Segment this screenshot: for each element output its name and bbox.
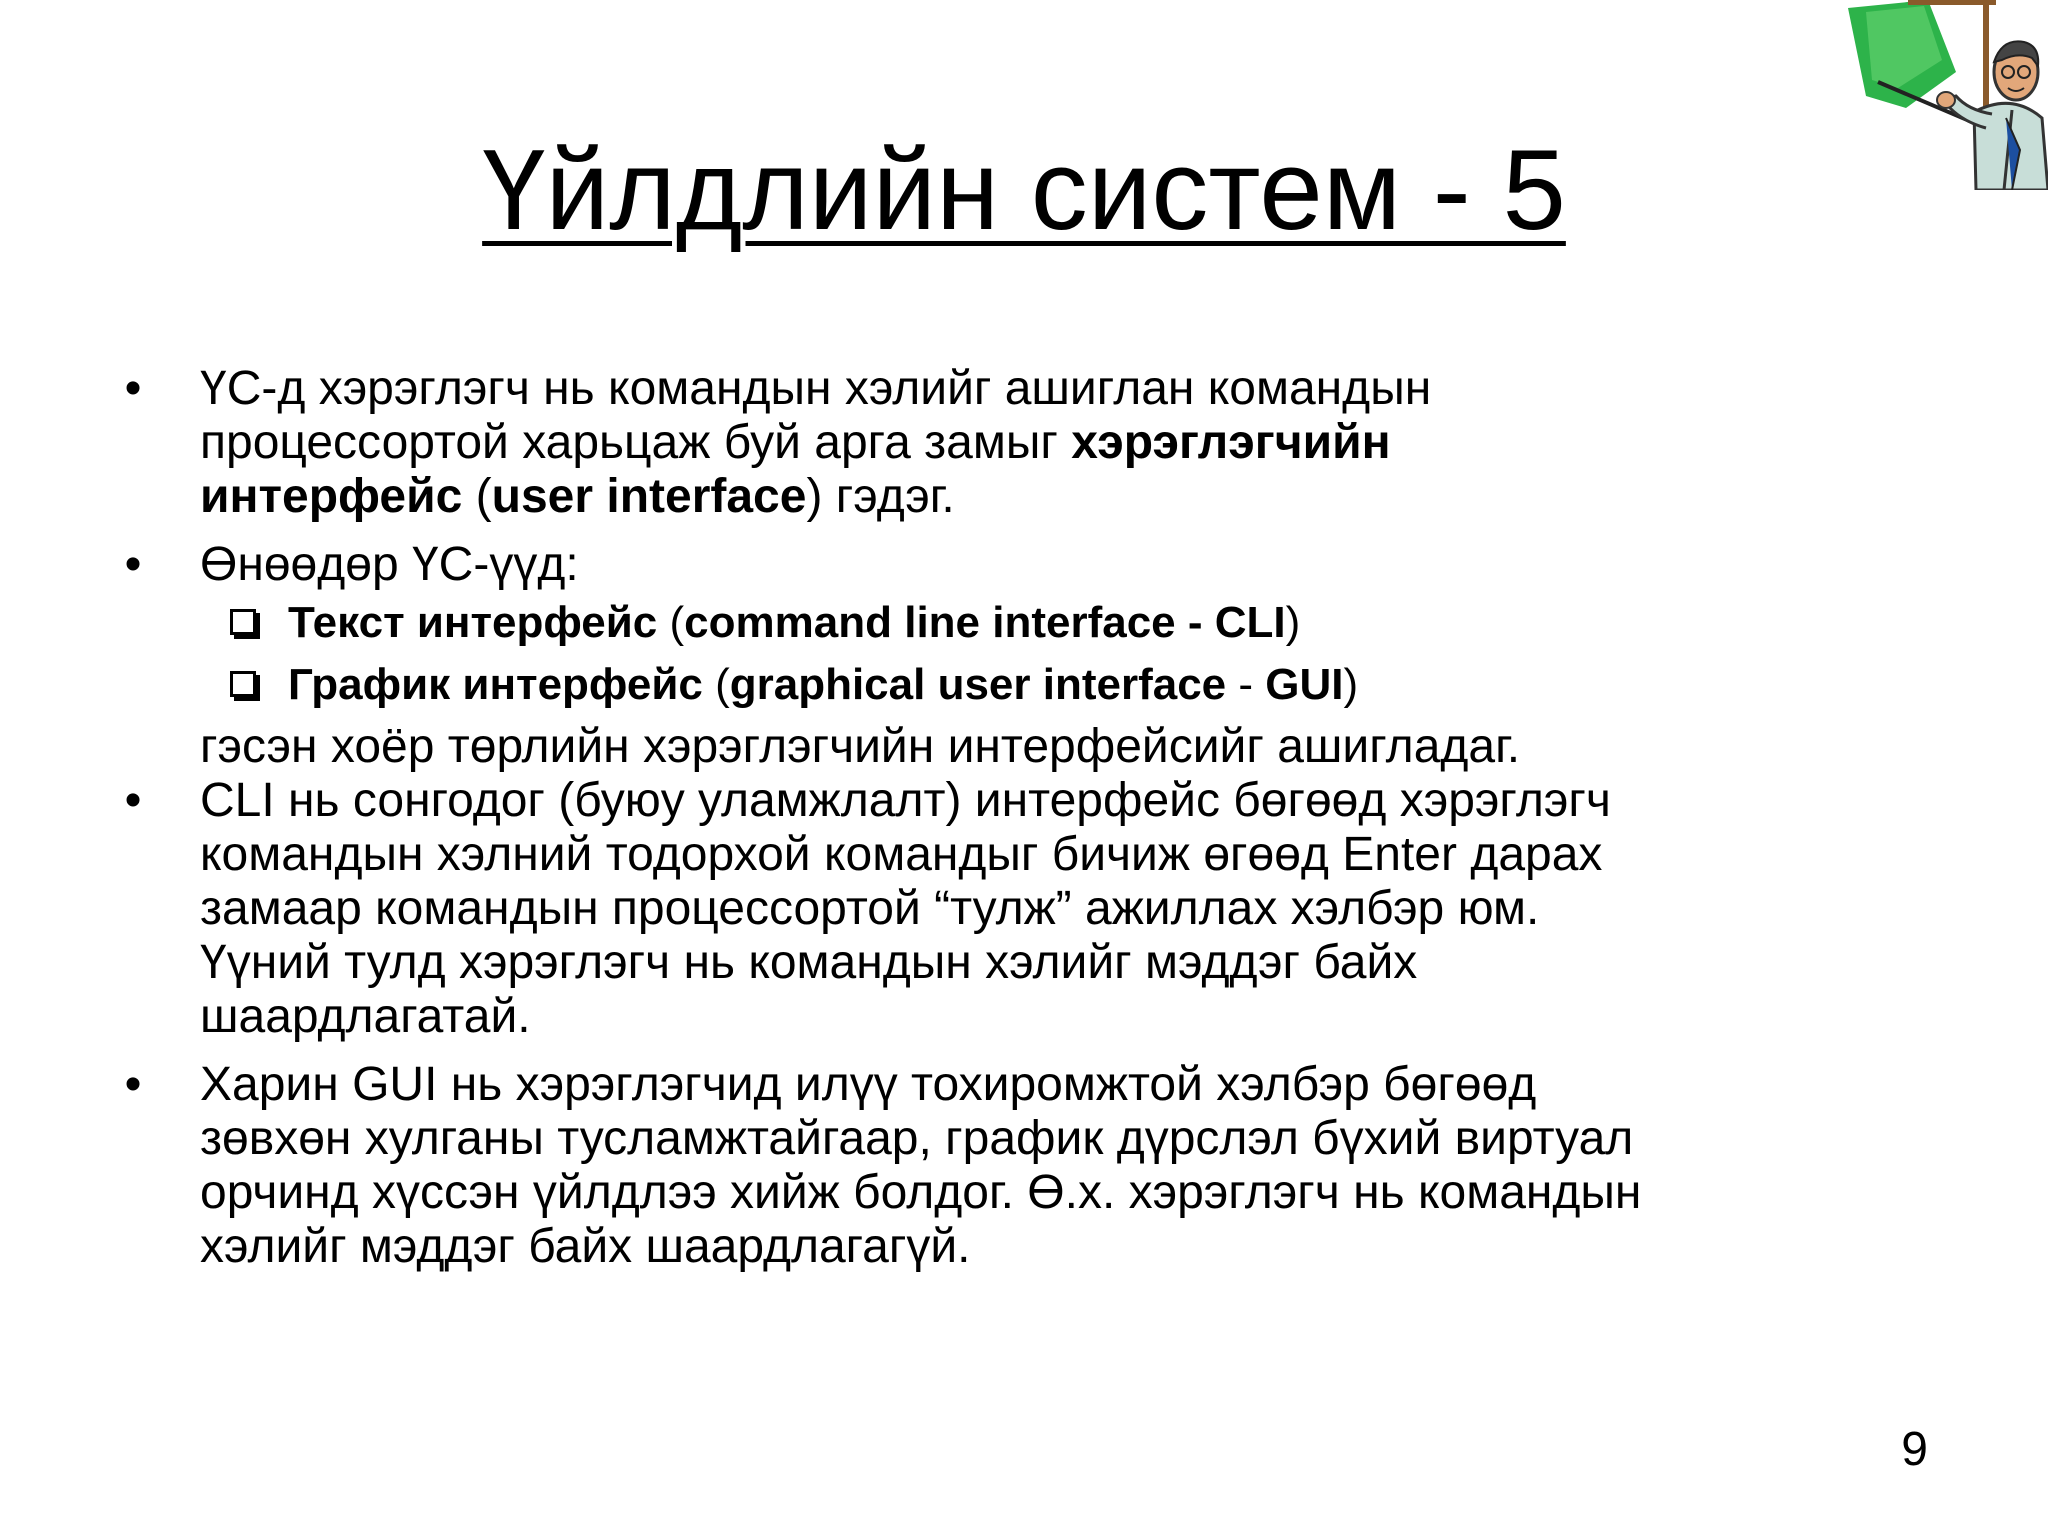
checkbox-square-icon [230, 609, 256, 635]
bullet-line [200, 362, 1958, 416]
text-run: ( [657, 598, 685, 647]
bullet-line [200, 1058, 1958, 1112]
bold-text-run: GUI [1265, 660, 1344, 709]
bullet-dot-icon: • [124, 362, 142, 415]
slide-title [0, 126, 2048, 256]
text-run: ) [1285, 598, 1301, 647]
bold-text-run: хэрэглэгчийн [1071, 416, 1391, 469]
text-run: ) [1343, 660, 1359, 709]
bullet-line [200, 1220, 1958, 1274]
bold-text-run: command line interface - CLI [684, 598, 1286, 647]
continuation-text: гэсэн хоёр төрлийн хэрэглэгчийн интерфейсийг ашигладаг. [200, 720, 1521, 773]
text-run: Өнөөдөр ҮС-үүд: [200, 538, 579, 591]
text-run: процессортой харьцаж буй арга замыг [200, 416, 1072, 469]
page-number: 9 [1901, 1423, 1928, 1476]
bullet-dot-icon: • [124, 774, 142, 827]
bullet-line [200, 990, 1958, 1044]
text-run: ( [702, 660, 730, 709]
text-run: Харин GUI нь хэрэглэгчид илүү тохиромжтой хэлбэр бөгөөд [200, 1058, 1537, 1111]
bullet-item [118, 362, 1958, 524]
text-run: ҮС-д хэрэглэгч нь командын хэлийг ашиглан командын [200, 362, 1432, 415]
text-run: - [1226, 660, 1266, 709]
bullet-item [118, 538, 1958, 592]
bullet-dot-icon: • [124, 1058, 142, 1111]
sub-bullet-item [118, 654, 1958, 716]
bold-text-run: График интерфейс [288, 660, 703, 709]
bullet-line [200, 828, 1958, 882]
text-run: шаардлагатай. [200, 990, 531, 1043]
bold-text-run: Текст интерфейс [288, 598, 658, 647]
text-run: хэлийг мэддэг байх шаардлагагүй. [200, 1220, 971, 1273]
bullet-line [200, 936, 1958, 990]
bullet-dot-icon: • [124, 538, 142, 591]
slide-title-text: Үйлдлийн систем - 5 [482, 127, 1566, 254]
bullet-item [118, 1058, 1958, 1274]
text-run: ) гэдэг. [806, 470, 955, 523]
text-run: зөвхөн хулганы тусламжтайгаар, график дүрслэл бүхий виртуал [200, 1112, 1634, 1165]
bullet-line [200, 538, 1958, 592]
teacher-clipart-icon [1836, 0, 2048, 190]
bold-text-run: user interface [491, 470, 807, 523]
text-run: командын хэлний тодорхой командыг бичиж өгөөд Enter дарах [200, 828, 1603, 881]
slide-content [118, 362, 1958, 1274]
checkbox-square-icon [230, 671, 256, 697]
bold-text-run: интерфейс [200, 470, 463, 523]
bullet-line [200, 774, 1958, 828]
bullet-line [200, 1112, 1958, 1166]
text-run: CLI нь сонгодог (буюу уламжлалт) интерфейс бөгөөд хэрэглэгч [200, 774, 1611, 827]
text-run: Үүний тулд хэрэглэгч нь командын хэлийг мэддэг байх [200, 936, 1418, 989]
bold-text-run: graphical user interface [729, 660, 1227, 709]
text-run: орчинд хүссэн үйлдлээ хийж болдог. Ө.х. хэрэглэгч нь командын [200, 1166, 1642, 1219]
bullet-item [118, 774, 1958, 1044]
bullet-line [200, 416, 1958, 470]
text-run: замаар командын процессортой “тулж” ажиллах хэлбэр юм. [200, 882, 1540, 935]
bullet-line [200, 882, 1958, 936]
bullet-line [200, 1166, 1958, 1220]
sub-bullet-item [118, 592, 1958, 654]
text-run: ( [462, 470, 492, 523]
bullet-line [200, 470, 1958, 524]
